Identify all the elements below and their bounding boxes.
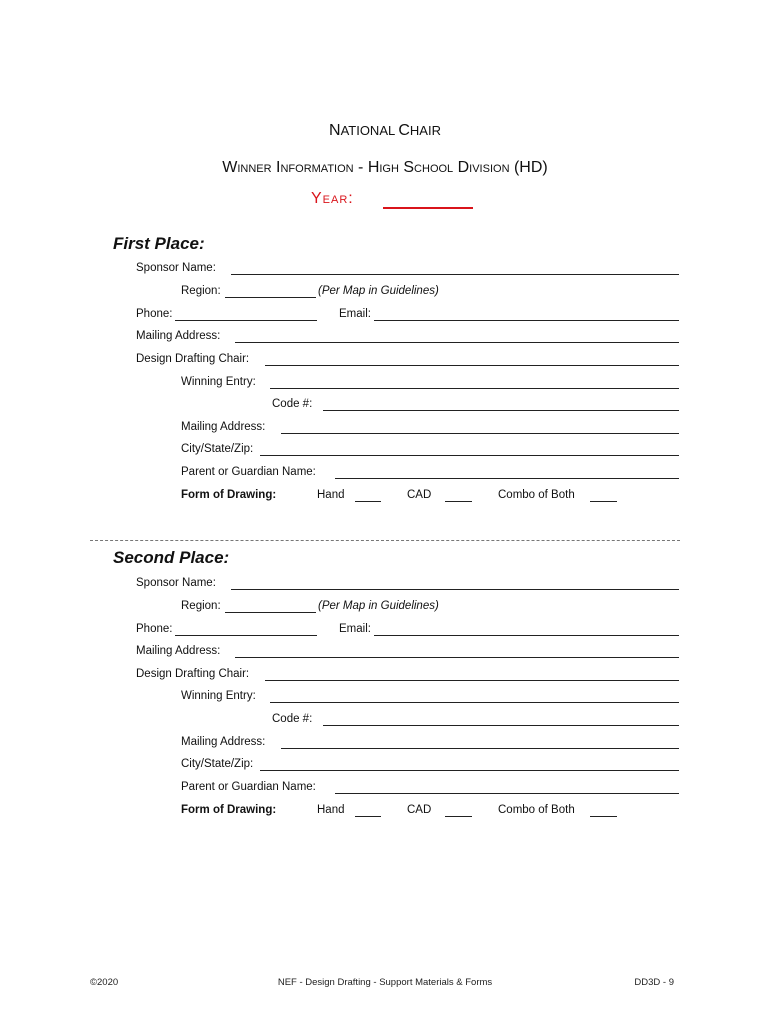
city-state-zip-field[interactable] bbox=[260, 770, 679, 771]
sponsor-name-field[interactable] bbox=[231, 589, 679, 590]
parent-guardian-label: Parent or Guardian Name: bbox=[181, 466, 316, 478]
cad-field[interactable] bbox=[445, 501, 472, 502]
entry-mailing-address-field[interactable] bbox=[281, 433, 679, 434]
region-label: Region: bbox=[181, 285, 221, 297]
email-field[interactable] bbox=[374, 635, 679, 636]
parent-guardian-field[interactable] bbox=[335, 793, 679, 794]
sponsor-name-label: Sponsor Name: bbox=[136, 262, 216, 274]
phone-label: Phone: bbox=[136, 308, 173, 320]
heading-letter: N bbox=[329, 122, 341, 139]
footer-page-number: DD3D - 9 bbox=[634, 977, 674, 988]
year-field[interactable] bbox=[383, 207, 473, 209]
second-place-title: Second Place: bbox=[113, 548, 230, 567]
winner-information-heading: Winner Information - High School Division (HD) bbox=[222, 159, 548, 176]
winning-entry-field[interactable] bbox=[270, 388, 679, 389]
phone-field[interactable] bbox=[175, 320, 317, 321]
email-label: Email: bbox=[339, 308, 371, 320]
design-drafting-chair-label: Design Drafting Chair: bbox=[136, 353, 250, 365]
region-field[interactable] bbox=[225, 612, 316, 613]
section-divider bbox=[90, 540, 680, 541]
hand-field[interactable] bbox=[355, 816, 381, 817]
combo-label: Combo of Both bbox=[498, 489, 575, 501]
phone-label: Phone: bbox=[136, 623, 173, 635]
design-drafting-chair-field[interactable] bbox=[265, 365, 679, 366]
winning-entry-label: Winning Entry: bbox=[181, 690, 256, 702]
form-of-drawing-label: Form of Drawing: bbox=[181, 489, 277, 501]
first-place-title: First Place: bbox=[113, 234, 205, 253]
combo-label: Combo of Both bbox=[498, 804, 575, 816]
sponsor-name-field[interactable] bbox=[231, 274, 679, 275]
heading-text: ATIONAL bbox=[340, 123, 399, 138]
heading-letter: C bbox=[398, 122, 410, 139]
design-drafting-chair-field[interactable] bbox=[265, 680, 679, 681]
sponsor-name-label: Sponsor Name: bbox=[136, 577, 216, 589]
entry-mailing-address-label: Mailing Address: bbox=[181, 736, 266, 748]
hand-label: Hand bbox=[317, 804, 345, 816]
email-field[interactable] bbox=[374, 320, 679, 321]
winning-entry-field[interactable] bbox=[270, 702, 679, 703]
region-field[interactable] bbox=[225, 297, 316, 298]
mailing-address-field[interactable] bbox=[235, 657, 679, 658]
hand-label: Hand bbox=[317, 489, 345, 501]
region-note: (Per Map in Guidelines) bbox=[318, 285, 439, 297]
parent-guardian-label: Parent or Guardian Name: bbox=[181, 781, 316, 793]
combo-field[interactable] bbox=[590, 816, 617, 817]
design-drafting-chair-label: Design Drafting Chair: bbox=[136, 668, 250, 680]
code-label: Code #: bbox=[272, 713, 313, 725]
year-label: Year: bbox=[311, 190, 354, 207]
entry-mailing-address-label: Mailing Address: bbox=[181, 421, 266, 433]
phone-field[interactable] bbox=[175, 635, 317, 636]
winning-entry-label: Winning Entry: bbox=[181, 376, 256, 388]
cad-label: CAD bbox=[407, 804, 432, 816]
region-label: Region: bbox=[181, 600, 221, 612]
cad-label: CAD bbox=[407, 489, 432, 501]
parent-guardian-field[interactable] bbox=[335, 478, 679, 479]
entry-mailing-address-field[interactable] bbox=[281, 748, 679, 749]
form-of-drawing-label: Form of Drawing: bbox=[181, 804, 277, 816]
code-field[interactable] bbox=[323, 725, 679, 726]
footer-title: NEF - Design Drafting - Support Materials & Forms bbox=[277, 977, 493, 988]
heading-text: HAIR bbox=[409, 123, 441, 138]
mailing-address-field[interactable] bbox=[235, 342, 679, 343]
combo-field[interactable] bbox=[590, 501, 617, 502]
cad-field[interactable] bbox=[445, 816, 472, 817]
mailing-address-label: Mailing Address: bbox=[136, 645, 221, 657]
hand-field[interactable] bbox=[355, 501, 381, 502]
city-state-zip-label: City/State/Zip: bbox=[181, 443, 254, 455]
region-note: (Per Map in Guidelines) bbox=[318, 600, 439, 612]
footer-copyright: ©2020 bbox=[90, 977, 119, 988]
city-state-zip-label: City/State/Zip: bbox=[181, 758, 254, 770]
code-label: Code #: bbox=[272, 398, 313, 410]
email-label: Email: bbox=[339, 623, 371, 635]
national-chair-heading bbox=[0, 122, 770, 140]
code-field[interactable] bbox=[323, 410, 679, 411]
city-state-zip-field[interactable] bbox=[260, 455, 679, 456]
mailing-address-label: Mailing Address: bbox=[136, 330, 221, 342]
